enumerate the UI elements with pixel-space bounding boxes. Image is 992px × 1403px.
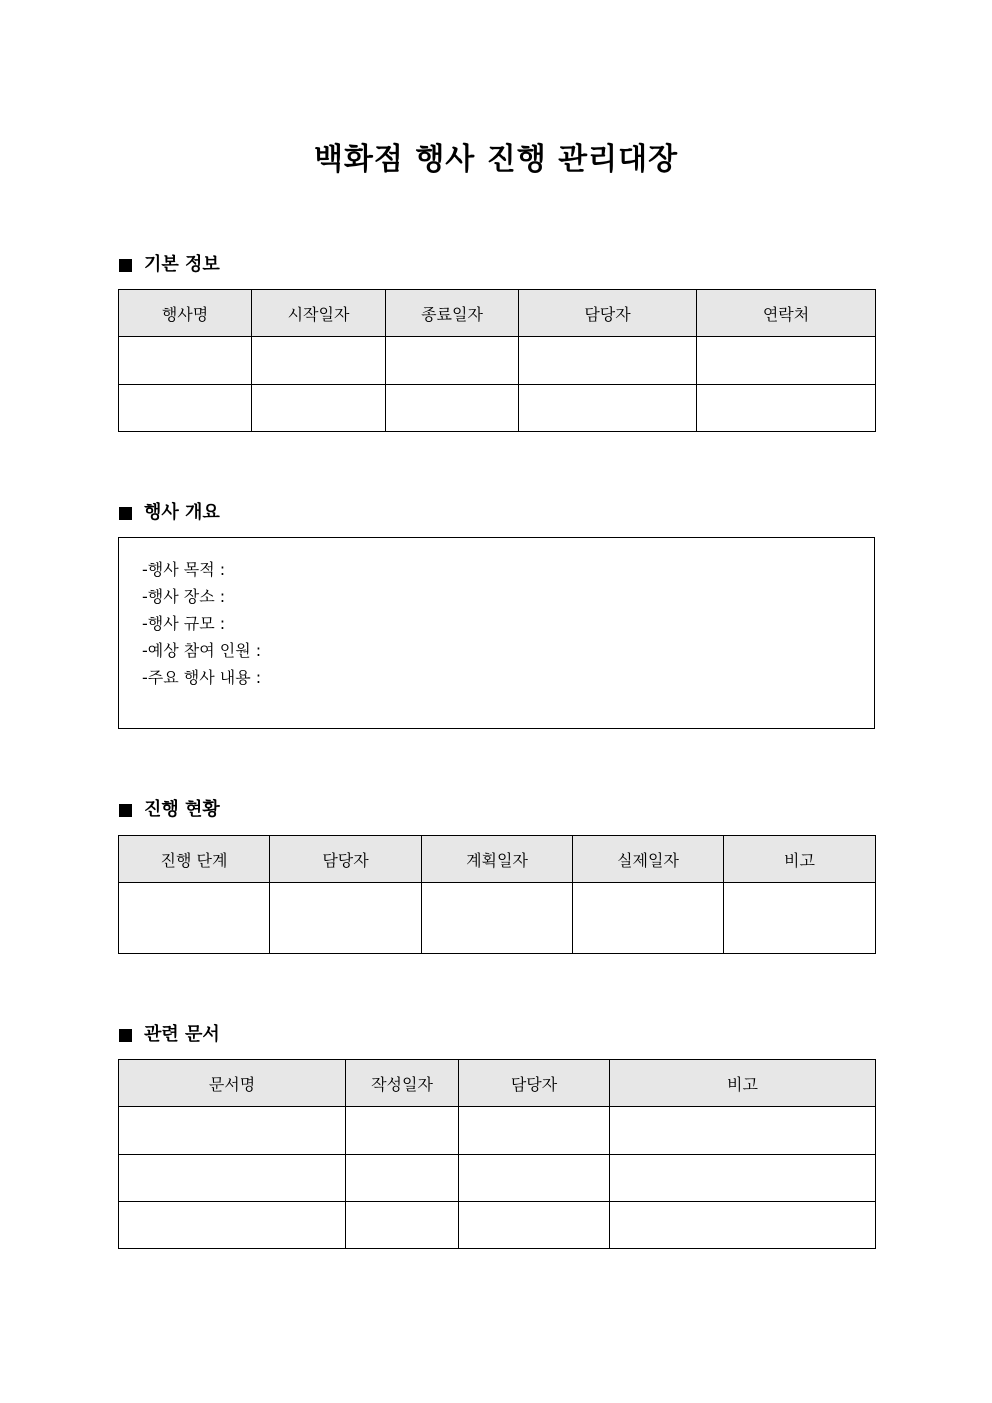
table-cell[interactable] [459,1107,610,1155]
progress-table [118,835,876,954]
overview-item-expected-attendees: -예상 참여 인원 : [142,641,262,660]
table-cell[interactable] [346,1107,459,1155]
square-bullet-icon [119,804,132,817]
square-bullet-icon [119,507,132,520]
column-header-planned-date: 계획일자 [422,836,573,883]
table-cell[interactable] [252,337,386,385]
section-heading-text: 관련 문서 [144,1024,220,1045]
column-header-manager: 담당자 [459,1060,610,1107]
table-cell[interactable] [119,1155,346,1202]
column-header-document-name: 문서명 [119,1060,346,1107]
table-row [119,385,876,432]
overview-box[interactable] [118,537,875,729]
basic-info-table [118,289,876,432]
documents-table [118,1059,876,1249]
section-heading-text: 행사 개요 [144,502,220,523]
table-row [119,1107,876,1155]
table-cell[interactable] [252,385,386,432]
table-header-row [119,1060,876,1107]
table-cell[interactable] [519,337,697,385]
square-bullet-icon [119,259,132,272]
table-cell[interactable] [610,1107,876,1155]
table-cell[interactable] [459,1155,610,1202]
table-row [119,1202,876,1249]
table-cell[interactable] [346,1155,459,1202]
table-row [119,337,876,385]
section-heading-progress [119,798,220,822]
table-cell[interactable] [270,883,422,954]
table-row [119,883,876,954]
table-cell[interactable] [119,1202,346,1249]
overview-item-venue: -행사 장소 : [142,587,226,606]
table-cell[interactable] [697,385,876,432]
column-header-event-name: 행사명 [119,290,252,337]
column-header-stage: 진행 단계 [119,836,270,883]
section-heading-overview [119,501,220,525]
table-cell[interactable] [422,883,573,954]
column-header-remarks: 비고 [610,1060,876,1107]
section-heading-documents [119,1023,220,1047]
section-heading-text: 진행 현황 [144,799,220,820]
table-cell[interactable] [119,337,252,385]
overview-list [119,538,874,691]
table-cell[interactable] [724,883,876,954]
square-bullet-icon [119,1029,132,1042]
document-title: 백화점 행사 진행 관리대장 [313,142,679,177]
table-cell[interactable] [697,337,876,385]
column-header-end-date: 종료일자 [386,290,519,337]
column-header-start-date: 시작일자 [252,290,386,337]
table-cell[interactable] [386,385,519,432]
overview-item-main-content: -주요 행사 내용 : [142,668,262,687]
column-header-remarks: 비고 [724,836,876,883]
column-header-manager: 담당자 [519,290,697,337]
table-row [119,1155,876,1202]
overview-item-purpose: -행사 목적 : [142,560,226,579]
column-header-contact: 연락처 [697,290,876,337]
table-cell[interactable] [573,883,724,954]
table-cell[interactable] [386,337,519,385]
column-header-actual-date: 실제일자 [573,836,724,883]
table-cell[interactable] [346,1202,459,1249]
column-header-created-date: 작성일자 [346,1060,459,1107]
table-cell[interactable] [459,1202,610,1249]
table-cell[interactable] [610,1155,876,1202]
table-header-row [119,290,876,337]
section-heading-text: 기본 정보 [144,254,220,275]
table-cell[interactable] [119,385,252,432]
table-cell[interactable] [519,385,697,432]
table-cell[interactable] [610,1202,876,1249]
column-header-manager: 담당자 [270,836,422,883]
table-cell[interactable] [119,1107,346,1155]
overview-item-scale: -행사 규모 : [142,614,226,633]
table-cell[interactable] [119,883,270,954]
table-header-row [119,836,876,883]
section-heading-basic-info [119,253,220,277]
